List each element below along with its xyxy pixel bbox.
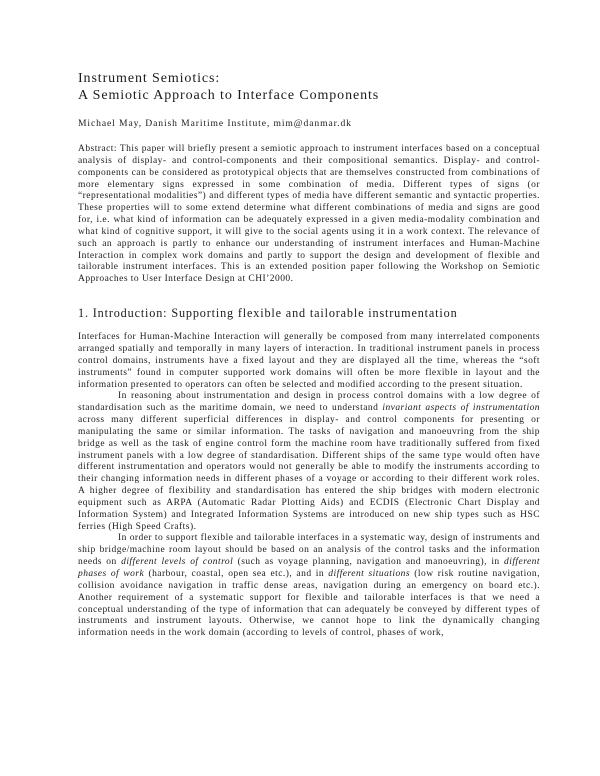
section-heading: 1. Introduction: Supporting flexible and tailorable instrumentation <box>78 306 458 321</box>
title-line-1: Instrument Semiotics: <box>78 71 221 86</box>
intro-p3-emphasis-phases: different phases of work <box>78 557 540 579</box>
intro-paragraph-2 <box>78 391 540 533</box>
intro-p2-emphasis: invariant aspects of instrumentation <box>382 403 541 414</box>
intro-p3-text-a: In order to support flexible and tailorable interfaces in a systematic way, design of instruments and ship bridge/machine room layout should be based on an analysis of the control tasks and the information needs on <box>78 533 540 568</box>
intro-p3-text-d: (low risk routine navigation, collision avoidance navigation in traffic dense areas, navigation during an emergency on board etc.). Another requirement of a systematic support for flexible and tailorable interfaces is that we need a conceptual understanding of the type of information that can adequately be conveyed by different types of instruments and instrument layouts. Otherwise, we cannot hope to link the dynamically changing information needs in the work domain (according to levels of control, phases of work, <box>78 569 540 639</box>
intro-p3-text-c: (harbour, coastal, open sea etc.), and in <box>144 569 329 579</box>
intro-p2-text-b: across many different superficial differences in display- and control components for presenting or manipulating the same or similar information. The tasks of navigation and manoeuvring from the ship bridge as well as the task of engine control form the machine room have traditionally suffered from fixed instrument panels with a low degree of standardisation. Different ships of the same type would often have different instrumentation and operators would not generally be able to modify the instruments according to their changing information needs in different phases of a voyage or according to their different work roles. A higher degree of flexibility and standardisation has entered the ship bridges with modern electronic equipment such as ARPA (Automatic Radar Plotting Aids) and ECDIS (Electronic Chart Display and Information System) and Integrated Information Systems are introduced on new ship types such as HSC ferries (High Speed Crafts). <box>78 415 540 532</box>
paper-page <box>78 70 540 640</box>
intro-p2-text-a: In reasoning about instrumentation and design in process control domains with a low degree of standardisation such as the maritime domain, we need to understand <box>78 391 540 414</box>
title-line-2: A Semiotic Approach to Interface Components <box>78 88 380 103</box>
intro-p3-emphasis-situations: different situations <box>328 569 411 579</box>
abstract-paragraph: Abstract: This paper will briefly present a semiotic approach to instrument interfaces based on a conceptual analysis of display- and control-components and their compositional semantics. Display- and control-components can be considered as prototypical objects that are themselves constructed from combinations of more elementary signs expressed in some combination of media. Different types of signs (or “representational modalities”) and different types of media have different semantic and syntactic properties. These properties will to some extend determine what different combinations of media and signs are good for, i.e. what kind of information can be adequately expressed in a given media-modality combination and what kind of cognitive support, it will give to the social agents using it in a work context. The relevance of such an approach is partly to enhance our understanding of instrument interfaces and Human-Machine Interaction in complex work domains and partly to support the design and development of flexible and tailorable instrument interfaces. This is an extended position paper following the Workshop on Semiotic Approaches to User Interface Design at CHI’2000. <box>78 144 540 285</box>
paper-title <box>78 70 540 104</box>
intro-paragraph-3 <box>78 533 540 640</box>
intro-p3-text-b: (such as voyage planning, navigation and manoeuvring), in <box>233 557 505 568</box>
author-line: Michael May, Danish Maritime Institute, mim@danmar.dk <box>78 118 352 129</box>
intro-p3-emphasis-levels: different levels of control <box>121 557 234 568</box>
intro-paragraph-1: Interfaces for Human-Machine Interaction will generally be composed from many interrelated components arranged spatially and temporally in many layers of interaction. In traditional instrument panels in process control domains, instruments have a fixed layout and they are displayed all the time, whereas the “soft instruments” found in computer supported work domains will often be more flexible in layout and the information presented to operators can often be selected and modified according to the present situation. <box>78 332 540 390</box>
